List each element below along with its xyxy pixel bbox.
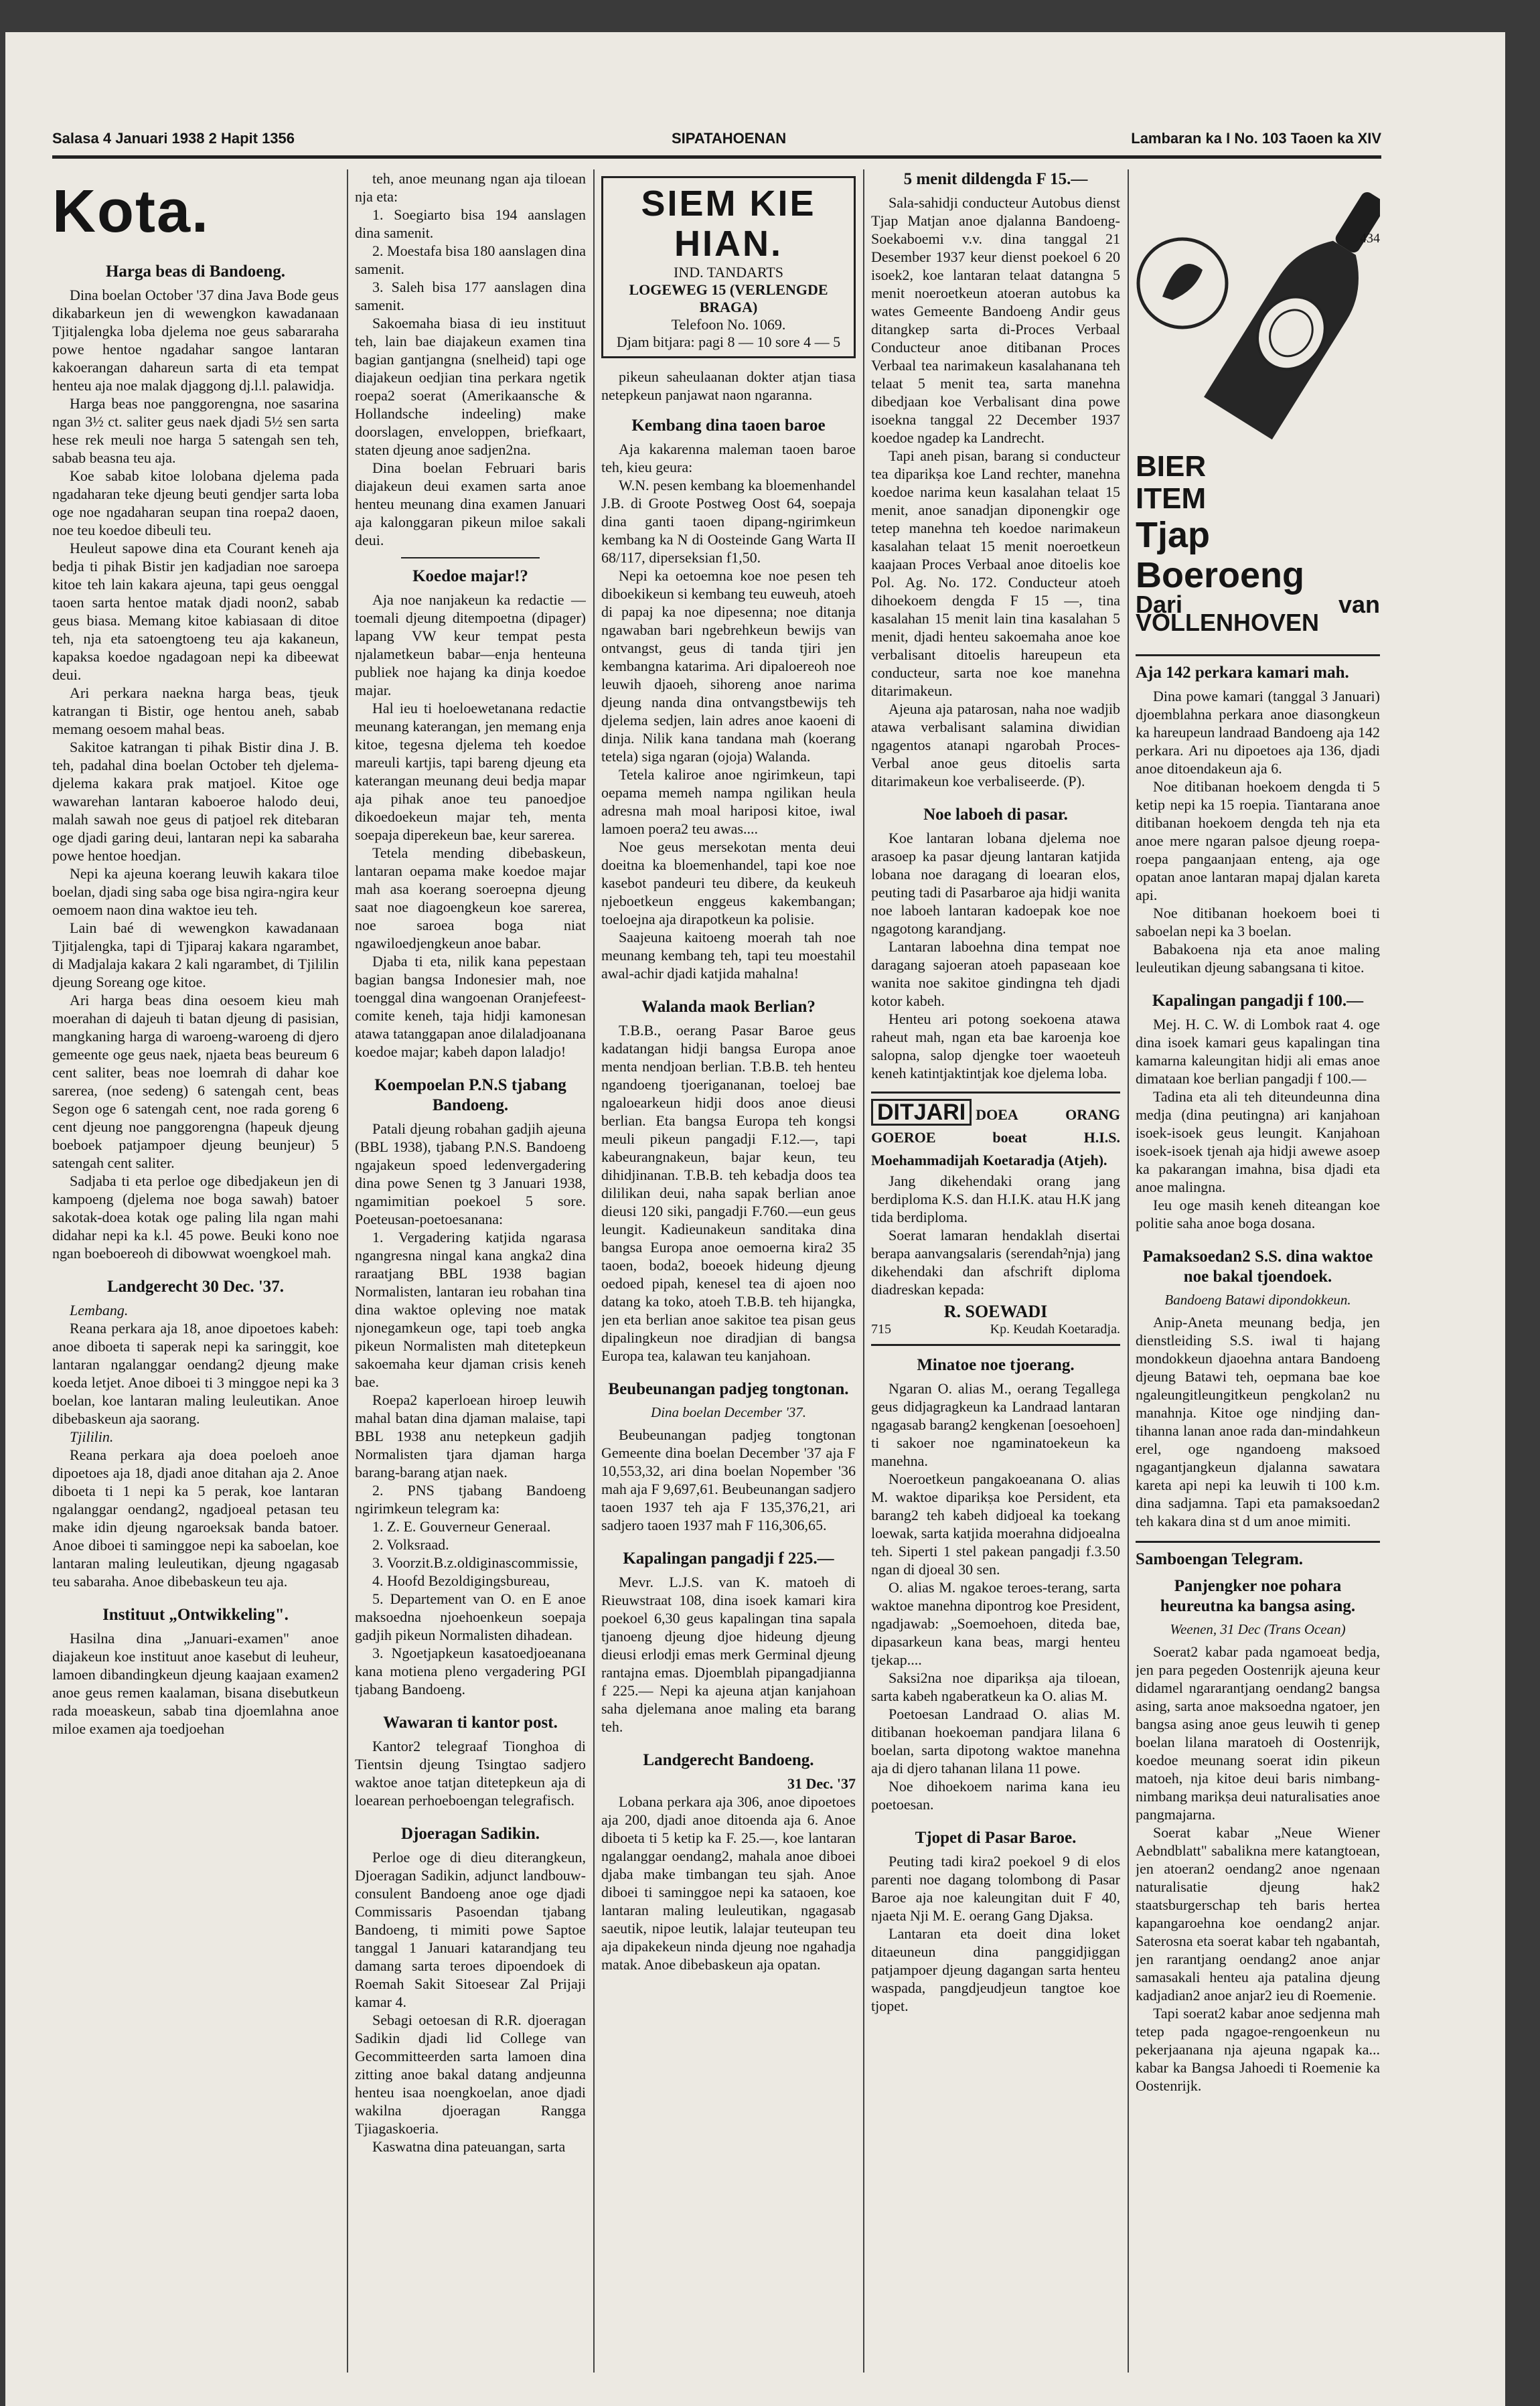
paragraph: Mej. H. C. W. di Lombok raat 4. oge dina isoek kamari geus kapalingan tina kamarna kaleungitan hidji ali emas anoe dimataan koe berlian pangadji f 100.— — [1136, 1016, 1380, 1087]
paragraph: teh, anoe meunang ngan aja tiloean nja eta: — [355, 170, 586, 205]
list-item: 2. Volksraad. — [372, 1536, 449, 1553]
article-title: Djoeragan Sadikin. — [401, 1825, 540, 1843]
paragraph: O. alias M. ngakoe teroes-terang, sarta waktoe manehna dipontrog koe President, ngadjawab: „Soemoehoen, diteda bae, dipasarkeun kana beas, margi henteu tjekap.... — [871, 1579, 1120, 1668]
paragraph: Ngaran O. alias M., oerang Tegallega geus didjagragkeun ka Landraad lantaran ngagasab barang2 kengkenan [oesoehoen] ti sakoer noe ngaminatoekeun ka manehna. — [871, 1380, 1120, 1469]
ad-number: 715 — [871, 1322, 891, 1337]
paragraph: Nepi ka ajeuna koerang leuwih kakara tiloe boelan, djadi sing saba oge bisa ngira-ngira keur oemoem naon dina waktoe ieu teh. — [52, 865, 339, 918]
paper-name: SIPATAHOENAN — [672, 130, 787, 147]
paragraph: Soerat lamaran hendaklah disertai berapa aanvangsalaris (serendah²nja) jang dikehendaki dan afschrift diploma diadreskan kepada: — [871, 1227, 1120, 1298]
article-title: Landgerecht 30 Dec. '37. — [106, 1278, 285, 1296]
paragraph: Reana perkara aja doea poeloeh anoe dipoetoes aja 18, djadi anoe ditahan aja 2. Anoe diboeta ti 1 nepi ka 5 perak, koe lantaran ngalanggar oendang2, ngadjoeal petasan teu make idin djeung ngaroeksak banda batoer. Anoe diboei ti saminggoe nepi ka saboelan, koe lantaran maling leuleutikan, djeung ngagasab teu sabaraha. Anoe dibebaskeun teu aja. — [52, 1446, 339, 1590]
paragraph: Sakitoe katrangan ti pihak Bistir dina J. B. teh, padahal dina boelan October teh djelema-djelema kakara prak matjoel. Kitoe oge wawarehan lantaran kaboeroe halodo deui, malah sawah noe geus di patjoel rek ditebaran oge djadi garing deui, lantaran nepi ka sabaraha powe hentoe hoedjan. — [52, 739, 339, 864]
column-4 — [871, 169, 1120, 2373]
beer-bottle-icon — [1204, 175, 1380, 439]
paragraph: Noe geus mersekotan menta deui doeitna ka bloemenhandel, tapi koe noe kasebot pandeuri teu dibere, da keukeuh njeboetkeun enggeus kakembangan; toeloejna aja dirapotkeun ka polisie. — [601, 838, 856, 927]
ad-contact-name: R. SOEWADI — [943, 1302, 1048, 1321]
paragraph: pikeun saheulaanan dokter atjan tiasa netepkeun panjawat naon ngaranna. — [601, 368, 856, 403]
paragraph: Tadina eta ali teh diteundeunna dina medja (dina peutingna) ari kanjahoan isoek-isoek geus leungit. Kanjahoan isoek-isoek tjenah aja hidji awewe asoep ka pakarangan imahna, bisa djadi eta anoe malingna. — [1136, 1088, 1380, 1195]
article-title: Beubeunangan padjeg tongtonan. — [608, 1380, 849, 1398]
job-advertisement — [871, 1092, 1120, 1346]
paragraph: Nepi ka oetoemna koe noe pesen teh diboekikeun si kembang teu euweuh, atoeh di papaj ka noe dipesenna; noe ditanja ngawaban bari ngebrehkeun bewijs van ontvangst, geus di tanda tjiri jen kembangna katarima. Ari dipaloereoh noe leuwih djaoeh, sihoreng anoe narima djeung nanda dina ontvangstbewijs teh djelema sedjen, lain adres anoe kaoeni di dinja. Nilik kana tandana mah (koerang tetela) siga ngaran (ojoja) Walanda. — [601, 567, 856, 765]
paragraph: Dina powe kamari (tanggal 3 Januari) djoemblahna perkara anoe diasongkeun ka hareupeun landraad Bandoeng aja 142 perkara. Ari nu dipoetoes aja 136, djadi anoe ditoendakeun aja 6. — [1136, 688, 1380, 777]
column-5 — [1136, 169, 1380, 2373]
paragraph: T.B.B., oerang Pasar Baroe geus kadatangan hidji bangsa Europa anoe menta nendjoan berlian. T.B.B. teh henteu ngandoeng tjoerigananan, toeloej bae ngaloearkeun hidji doos anoe dieusi berlian. Eta bangsa Europa teh kongsi meuli pikeun pangadji F.12.—, tapi kabeurangnakeun, bajar keun, teu dihidjinanan. T.B.B. teh kebadja doos tea dililikan deui, naha sapak berlian anoe dieusi 120 siki, pangadji F.760.—eun geus leungit. Kadieunakeun sanditaka dina bangsa Europa anoe oemoerna kira2 35 taoen, boda2, boeoek hideung djeung oedoed pipah, kenesel tea di ajoen noo datang ka toko, atoeh T.B.B. teh hijangka, jen eta berlian anoe sakitoe tea pisan geus dipalingkeun noe diradjian di bangsa Europa tea, kalawan teu kanjahoan. — [601, 1022, 856, 1364]
paragraph: Koe sabab kitoe lolobana djelema pada ngadaharan teke djeung beuti gendjer sarta loba oge noe ngadaharan seupan tina roepa2 daoen, noe teu koedoe dibeuli teu. — [52, 467, 339, 538]
list-item: 3. Voorzit.B.z.oldiginascommissie, — [372, 1554, 579, 1571]
dentist-advertisement — [601, 176, 856, 358]
article-title: Aja 142 perkara kamari mah. — [1136, 664, 1349, 682]
column-2 — [355, 169, 586, 2373]
column-divider — [1128, 169, 1129, 2373]
paragraph: 1. Vergadering katjida ngarasa ngangresna ningal kana angka2 dina raraatjang BBL 1938 bagian Normalisten, lantaran ieu robahan tina dina waktoe opleving noe matak njonegamkeun oge, tapi toeb angka pikeun Normalisten mah ditetepkeun sakoemaha keur djaman crisis keneh bae. — [355, 1229, 586, 1390]
paragraph: Poetoesan Landraad O. alias M. ditibanan hoekoeman pandjara lilana 6 boelan, sarta dipotong waktoe manehna aja di djero tahanan lilana 11 powe. — [871, 1706, 1120, 1777]
paragraph: Lain baé di wewengkon kawadanaan Tjitjalengka, tapi di Tjiparaj kakara ngarambet, di Madjalaja kakara 2 kali ngarambet, di Tjililin djeung Soreang oge kitoe. — [52, 919, 339, 990]
paragraph: Hal ieu ti hoeloewetanana redactie meunang katerangan, jen memang enja kitoe, tegesna djelema teh koedoe mareuli kartjis, tapi bareng djeung eta katerangan meunang deui bedja mapar aja pihak anoe teu panoedjoe dikoedoekeun majar teh, menta soepaja diperekeun bae, keur sarerea. — [355, 700, 586, 843]
article-subtitle: Bandoeng Batawi dipondokkeun. — [1164, 1292, 1351, 1308]
paragraph: Tetela mending dibebaskeun, lantaran oepama make koedoe majar mah asa koerang soeroepna djeung saat noe diagoengkeun koe sarerea, noe saroea boga niat ngawiloedjengkeun anoe babar. — [355, 844, 586, 952]
paragraph: 2. Moestafa bisa 180 aanslagen dina samenit. — [355, 242, 586, 277]
ad-name: SIEM KIE HIAN. — [641, 183, 816, 264]
article-title: Harga beas di Bandoeng. — [105, 262, 286, 281]
masthead-bar — [52, 127, 1381, 159]
article-title: Instituut „Ontwikkeling". — [102, 1606, 289, 1624]
paragraph: Noe dihoekoem narima kana ieu poetoesan. — [871, 1778, 1120, 1813]
list-item: 4. Hoofd Bezoldigingsbureau, — [372, 1572, 550, 1589]
paragraph: Djaba ti eta, nilik kana pepestaan bagian bangsa Indonesier mah, noe toenggal dina wangoenan Oranjefeest-comite keneh, taja hidji kamonesan atawa tatanggapan anoe dilaladjoanana koedoe majar; kabeh dapon laladjo! — [355, 953, 586, 1060]
paragraph: Sadjaba ti eta perloe oge dibedjakeun jen di kampoeng (djelema noe boga sawah) batoer sakotak-doea kotak oge paling lila ngan mahi didahar nepi ka k.l. 45 powe. Beuki kono noe ngan boeboereoh di dibowwat woengkoel mah. — [52, 1173, 339, 1262]
bottle-illustration — [1136, 169, 1380, 451]
article-title: Landgerecht Bandoeng. — [643, 1751, 814, 1769]
article-title: Koempoelan P.N.S tjabang Bandoeng. — [374, 1076, 566, 1114]
article-subtitle: Panjengker noe pohara heureutna ka bangsa asing. — [1160, 1577, 1356, 1615]
dateline: Weenen, 31 Dec (Trans Ocean) — [1170, 1621, 1346, 1637]
column-divider — [863, 169, 864, 2373]
paragraph: Soerat kabar „Neue Wiener Aebndblatt" sabalikna mere katangtoean, jen atoeran2 oendang2 anoe ngenaan naturalisatie djeung hak2 staatsburgerschap teh baris hertea kapangaroehna koe oendang2 anjar. Saterosna eta soerat kabar teh ngabantah, jen rarantjang oendang2 anoe anjar samasakali henteu aja patalina djeung kadjadian2 anoe anjar2 ieu di Roemenie. — [1136, 1824, 1380, 2004]
ad-line: Telefoon No. 1069. — [671, 316, 786, 333]
divider — [401, 557, 540, 558]
paragraph: Sakoemaha biasa di ieu instituut teh, lain bae diajakeun examen tina bagian gantjangna (snelheid) tapi oge diajakeun oedjian tina perkara ngetik roepa2 soerat (Amerikaansche & Hollandsche indeeling) make doorslagen, enveloppen, briefkaart, staten djeung anoe sadjen2na. — [355, 315, 586, 458]
paragraph: Heuleut sapowe dina eta Courant keneh aja bedja ti pihak Bistir jen kadjadian noe saroepa kitoe teh lain kakara ajeuna, tapi geus oenggal taoen sarta hentoe matak djadi noon2, sabab geus biasa. Memang kitoe kabiasaan di ditoe teh, nja eta satoengtoeng teu aja kakaneun, kapaksa koedoe ngadagoan nepi ka dibeewat deui. — [52, 540, 339, 683]
paragraph: 2. PNS tjabang Bandoeng ngirimkeun telegram ka: — [355, 1482, 586, 1517]
paragraph: Harga beas noe panggorengna, noe sasarina ngan 3½ ct. saliter geus naek djadi 5½ sen sarta hese rek meuli noe harga 5 satengah sen teh, sabab beasna teu aja. — [52, 395, 339, 466]
article-title: Kapalingan pangadji f 225.— — [623, 1550, 834, 1568]
article-title: Noe laboeh di pasar. — [923, 806, 1068, 824]
paragraph: W.N. pesen kembang ka bloemenhandel J.B. di Groote Postweg Oost 64, soepaja dina ganti taoen dipang-ngirimkeun kembang ka N di Oosteinde Gang Warta II 68/117, diperseksian f1,50. — [601, 477, 856, 566]
paragraph: Aja kakarenna maleman taoen baroe teh, kieu geura: — [601, 441, 856, 475]
paragraph: Roepa2 kaperloean hiroep leuwih mahal batan dina djaman malaise, tapi BBL 1938 anu netepkeun gadjih Normalisten tjara djaman harga barang-barang atjan naek. — [355, 1392, 586, 1481]
article-title: Wawaran ti kantor post. — [383, 1714, 558, 1732]
article-title: Minatoe noe tjoerang. — [917, 1356, 1075, 1374]
article-title: Samboengan Telegram. — [1136, 1550, 1304, 1568]
article-title: Walanda maok Berlian? — [641, 998, 816, 1016]
paragraph: Tetela kaliroe anoe ngirimkeun, tapi oepama memeh nampa ngilikan heula adresna mah moal hariposi kitoe, iwal lamoen poera2 teu awas.... — [601, 766, 856, 837]
column-divider — [593, 169, 595, 2373]
ad-bier: BIER — [1136, 450, 1207, 483]
paragraph: Ajeuna aja patarosan, naha noe wadjib atawa verbalisant salamina diwidian ngagentos atanapi ngarobah Proces-Verbal anoe geus ditoelis sarta ditarimakeun koe verbaliseerde. (P). — [871, 700, 1120, 790]
issue-date: Salasa 4 Januari 1938 2 Hapit 1356 — [52, 130, 295, 147]
paragraph: Ieu oge masih keneh diteangan koe politie saha anoe boga dosana. — [1136, 1197, 1380, 1231]
article-title: 5 menit dildengda F 15.— — [903, 170, 1088, 188]
paragraph: Babakoena nja eta anoe maling leuleutikan djeung sabangsana ti kitoe. — [1136, 941, 1380, 976]
paragraph: Reana perkara aja 18, anoe dipoetoes kabeh: anoe diboeta ti saperak nepi ka saringgit, koe lantaran ngalanggar oendang2 djeung make koeda letjet. Anoe diboei ti 3 minggoe nepi ka 3 boelan, koe lantaran maling leuleutikan. Anoe dibebaskeun aja saorang. — [52, 1320, 339, 1427]
paragraph: Peuting tadi kira2 poekoel 9 di elos parenti noe dagang tolombong di Pasar Baroe aja noe kaleungitan duit F 40, njaeta Nji M. E. oerang Gang Djaksa. — [871, 1853, 1120, 1924]
paragraph: Kaswatna dina pateuangan, sarta — [372, 2138, 566, 2155]
article-title: Koedoe majar!? — [412, 567, 528, 585]
paragraph: Tapi aneh pisan, barang si conducteur tea diparikṣa koe Land rechter, manehna koedoe narima keun kasalahan telaat 15 menit, anoe sanadjan diponengkir oge tetep manehna teh koedoe narimakeun kasalahan telaat 15 menit noeroetkeun kaajaan Proces Verbaal anoe ditoelis koe Pol. Ag. No. 172. Conducteur atoeh dihoekoem dengda F 15 —, tina kasalahan 15 menit lain tina kasalahan 5 menit, djadi henteu sakoemaha anoe koe verbalisant ditoelis hareupeun eta conducteur, sarta noe koe manehna ditarimakeun. — [871, 447, 1120, 699]
list-item: 1. Z. E. Gouverneur Generaal. — [372, 1518, 551, 1535]
ad-maker: Dari van VOLLENHOVEN — [1136, 591, 1380, 636]
article-date: 31 Dec. '37 — [787, 1775, 856, 1792]
paragraph: Soerat2 kabar pada ngamoeat bedja, jen para pegeden Oostenrijk ajeuna keur didamel ngararantjang oendang2 bangsa asing, sarta anoe maksoedna ngatoer, jen bangsa asing anoe geus leuwih ti genep boelan lilana maratoeh di Oostenrijk, koedoe meunang soerat idin pikeun matoeh, nja kitoe deui baris nimbang-nimbang marikṣa deui naturalisaties anoe pangmajarna. — [1136, 1643, 1380, 1823]
paragraph: Noeroetkeun pangakoeanana O. alias M. waktoe diparikṣa koe Persident, eta barang2 teh kabeh didjoeal ka toekang loewak, sarta katjida moerahna didjoealna teh. Siperti 1 stel pakean pangadji f.3.50 ngan di djoeal 30 sen. — [871, 1471, 1120, 1578]
paragraph: Jang dikehendaki orang jang berdiploma K.S. dan H.I.K. atau H.K jang tida berdiploma. — [871, 1173, 1120, 1225]
paragraph: Perloe oge di dieu diterangkeun, Djoeragan Sadikin, adjunct landbouw-consulent Bandoeng anoe oge djadi Commissaris Pasoendan tjabang Bandoeng, ti mimiti powe Saptoe tanggal 1 Januari katarandjang teu damang sarta teroes dipoendoek di Roemah Sakit Sitoesear Zal Prijaji kamar 4. — [355, 1849, 586, 2010]
place-name: Lembang. — [70, 1302, 129, 1319]
ad-logo: DITJARI — [871, 1099, 972, 1126]
paragraph: 1. Soegiarto bisa 194 aanslagen dina samenit. — [355, 206, 586, 241]
ad-number: 434 — [1360, 231, 1380, 246]
paragraph: Koe lantaran lobana djelema noe arasoep ka pasar djeung lantaran katjida lobana noe daragang di loearan elos, peuting tadi di Pasarbaroe aja hidji wanita noe laboeh lantaran kadoepak koe noe ngagotong karandjang. — [871, 830, 1120, 937]
ad-address: Kp. Keudah Koetaradja. — [990, 1322, 1120, 1337]
paragraph: Anip-Aneta meunang bedja, jen dienstleiding S.S. iwal ti hajang mondokkeun djaoehna antara Bandoeng djeung Batawi teh, oepmana bae koe ngaleungitleungitkeun pengkolan2 nu manahnja. Kitoe oge nindjing dan-tihanna lanan anoe rada dan-mindahkeun erel, oge ngandoeng maksoed ngagantjangkeun djalanna sawatara kareta api nepi ka leuwih ti 100 k.m. dina sadjamna. Tapi eta pamaksoedan2 teh kakara dina st d um anoe mimiti. — [1136, 1314, 1380, 1529]
paragraph: Lantaran laboehna dina tempat noe daragang sajoeran atoeh papaseaan koe wanita noe sakitoe gindingna teh djadi kotor kabeh. — [871, 938, 1120, 1009]
column-1 — [52, 169, 339, 2373]
paragraph: Saksi2na noe diparikṣa aja tiloean, sarta kabeh ngaberatkeun ka O. alias M. — [871, 1669, 1120, 1704]
paragraph: Tapi soerat2 kabar anoe sedjenna mah tetep pada ngagoe-rengoenkeun nu pekerjaanana nja ajeuna ngapak ka... kabar ka Bangsa Jahoedi ti Roemenie ka Oostenrijk. — [1136, 2005, 1380, 2094]
paragraph: Lantaran eta doeit dina loket ditaeuneun dina panggidjiggan patjampoer djeung dagangan sarta henteu waspada, pangdjeudjeun tangtoe koe tjopet. — [871, 1925, 1120, 2014]
article-title: Tjopet di Pasar Baroe. — [915, 1829, 1077, 1847]
ad-item: ITEM — [1136, 482, 1207, 515]
column-3 — [601, 169, 856, 2373]
paragraph: 3. Saleh bisa 177 aanslagen dina samenit. — [355, 279, 586, 313]
bird-icon — [1162, 264, 1203, 300]
article-subtitle: Dina boelan December '37. — [651, 1404, 806, 1420]
ad-brand: Tjap Boeroeng — [1136, 515, 1305, 595]
paragraph: Ari perkara naekna harga beas, tjeuk katrangan ti Bistir, oge hentou aneh, sabab memang oesoem mahal beas. — [52, 684, 339, 737]
paragraph: Dina boelan October '37 dina Java Bode geus dikabarkeun jen di wewengkon kawadanaan Tjitjalengka loba djelema noe geus sabararaha powe hentoe ngadahar sangoe lantaran kakoerangan dahareun sarta di eta tempat henteu aja noe malak djaggong dj.l.l. palawidja. — [52, 287, 339, 394]
article-title: Kapalingan pangadji f 100.— — [1152, 992, 1364, 1010]
newspaper-page — [5, 32, 1505, 2406]
ad-heading: DOEA ORANG GOEROE boeat H.I.S. Moehammadijah Koetaradja (Atjeh). — [871, 1106, 1120, 1169]
paragraph: Noe ditibanan hoekoem boei ti saboelan nepi ka 3 boelan. — [1136, 905, 1380, 939]
ad-line: IND. TANDARTS — [674, 264, 783, 281]
paragraph: Aja noe nanjakeun ka redactie — toemali djeung ditempoetna (dipager) lapang VW keur tempat pesta njalametkeun babar—enja henteuna publiek noe hajang ka dinja koedoe majar. — [355, 591, 586, 698]
paragraph: Lobana perkara aja 306, anoe dipoetoes aja 200, djadi anoe ditoenda aja 6. Anoe diboeta ti 5 ketip ka F. 25.—, koe lantaran ngalanggar oendang2, mahala anoe diboei djaba make timbangan teu sjah. Anoe diboei ti saminggoe nepi ka sataoen, koe lantaran maling leuleutikan, ngagasab saeutik, nipoe leutik, lalajar teuteupan teu aja dipakekeun ninda djeung noe ngahadja matak. Anoe dibebaskeun aja opatan. — [601, 1793, 856, 1973]
list-item: 5. Departement van O. en E anoe maksoedna njoehoenkeun soepaja gadjih pikeun Normalisten dihadean. — [355, 1590, 586, 1643]
article-title: Pamaksoedan2 S.S. dina waktoe noe bakal tjoendoek. — [1142, 1248, 1373, 1286]
place-name: Tjililin. — [70, 1428, 114, 1445]
beer-advertisement — [1136, 169, 1380, 652]
paragraph: Ari harga beas dina oesoem kieu mah moerahan di dajeuh ti batan djeung di pasisian, mangkaning harga di waroeng-waroeng di djero gemeente oge geus naek, njaeta beas beureum 6 cent saliter, beas noe loemrah di dahar koe sarerea, (noe sedeng) 6 satengah cent, beas Segon oge 6 satengah cent, noe rada goreng 6 cent djeung noe panggorengna (hapeuk djeung boeboek patjampoer djeung beunjeur) 5 satengah cent saliter. — [52, 992, 339, 1171]
paragraph: Noe ditibanan hoekoem dengda ti 5 ketip nepi ka 15 roepia. Tiantarana anoe ditibanan hoekoem dengda teh nja eta anoe mere ngaran palsoe djeung roepa-roepa pangaanjaan enteng, aja oge opatan anoe lantaran mapaj djalan kareta api. — [1136, 778, 1380, 903]
paragraph: Patali djeung robahan gadjih ajeuna (BBL 1938), tjabang P.N.S. Bandoeng ngajakeun spoed ledenvergadering dina powe Senen tg 3 Januari 1938, ngamimitian poekoel 5 sore. Poeteusan-poetoesanana: — [355, 1120, 586, 1227]
paragraph: 3. Ngoetjapkeun kasatoedjoeanana kana motiena pleno vergadering PGI tjabang Bandoeng. — [355, 1645, 586, 1698]
section-title: Kota. — [52, 178, 210, 245]
paragraph: Sebagi oetoesan di R.R. djoeragan Sadikin djadi lid College van Gecommitteerden sarta lamoen dina zitting anoe bakal datang andjeunna henteu isaa noengkoelan, anoe djadi wakilna djoeragan Rangga Tjiagaskoeria. — [355, 2012, 586, 2137]
paragraph: Henteu ari potong soekoena atawa raheut mah, ngan eta bae karoenja koe salopna, salop djengke toer waoeteuh keneh katintjaktintjak koe djelema loba. — [871, 1010, 1120, 1081]
issue-number: Lambaran ka I No. 103 Taoen ka XIV — [1131, 130, 1381, 147]
paragraph: Mevr. L.J.S. van K. matoeh di Rieuwstraat 108, dina isoek kamari kira poekoel 6,30 geus kapalingan tina sapala tjanoeng djeung djoe hideung djeung dieusi erlodji emas merk Germinal djeung rantajna emas. Djoemblah pipangadjianna f 225.— Nepi ka ajeuna atjan kanjahoan saha djelemana anoe maling eta barang teh. — [601, 1574, 856, 1735]
paragraph: Sala-sahidji conducteur Autobus dienst Tjap Matjan anoe djalanna Bandoeng-Soekaboemi v.v. dina tanggal 21 Desember 1937 keur dienst poekoel 6 20 isoek2, koe lantaran telaat datangna 5 menit noeroetkeun atoeran autobus ka wates Gemeente Bandoeng Andir geus ditangkep sarta di-Proces Verbaal Conducteur anoe ditibanan Proces Verbaal tea narimakeun kasalahanana teh telaat 5 menit tea, sarta manehna dibedjaan koe Verbalisant dina powe isoekna tanggal 22 December 1937 koedoe ngadep ka Landrecht. — [871, 194, 1120, 446]
paragraph: Hasilna dina „Januari-examen" anoe diajakeun koe instituut anoe kasebut di leuheur, lamoen dibandingkeun djeung kaajaan examen2 anoe geus remen kaalaman, bisana disebutkeun rada moeaskeun, sabab tina djoemlahna anoe miloe examen aja toedjoehan — [52, 1630, 339, 1737]
paragraph: Beubeunangan padjeg tongtonan Gemeente dina boelan December '37 aja F 10,553,32, ari dina boelan Nopember '36 mah aja F 9,697,61. Beubeunangan sadjero taoen 1937 teh aja F 135,376,21, ari sadjero taoen 1937 mah F 116,306,65. — [601, 1426, 856, 1533]
ad-line: LOGEWEG 15 (VERLENGDE BRAGA) — [629, 281, 828, 315]
column-divider — [347, 169, 348, 2373]
ad-hours: Djam bitjara: pagi 8 — 10 sore 4 — 5 — [616, 333, 841, 350]
article-title: Kembang dina taoen baroe — [631, 417, 826, 435]
paragraph: Dina boelan Februari baris diajakeun deui examen sarta anoe henteu meunang dina examen Januari aja kalonggaran pikeun miloe sakali deui. — [355, 459, 586, 548]
paragraph: Kantor2 telegraaf Tionghoa di Tientsin djeung Tsingtao sadjero waktoe anoe tatjan ditetepkeun aja di loearean perhoeboengan telegrafisch. — [355, 1738, 586, 1809]
paragraph: Saajeuna kaitoeng moerah tah noe meunang kembang teh, tapi teu moestahil awal-achir djadi katjida mahalna! — [601, 929, 856, 982]
